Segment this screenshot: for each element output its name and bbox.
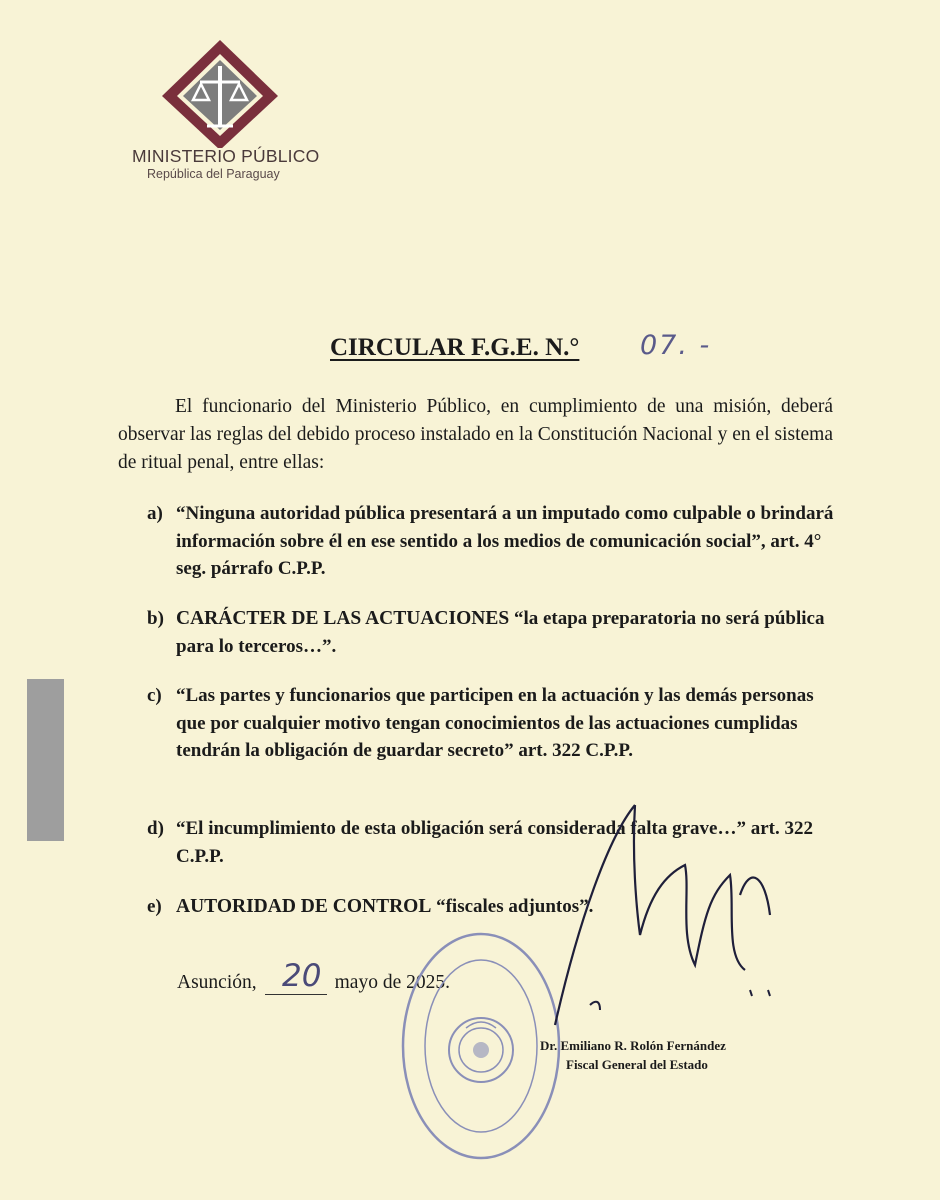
list-item-text: “fiscales adjuntos”. <box>436 896 594 917</box>
list-item-text: “Ninguna autoridad pública presentará a un imputado como culpable o brindará información sobre él en ese sentido a los medios de comunicación social”, art. 4° seg. párrafo C.P.P. <box>176 503 834 579</box>
handwritten-circular-number: 07. - <box>640 330 712 361</box>
list-item-label: e) <box>147 896 162 917</box>
list-item-text: “El incumplimiento de esta obligación será considerada falta grave…” art. 322 C.P.P. <box>176 818 813 867</box>
list-item-text: “la etapa preparatoria no será pública para lo terceros…”. <box>176 608 825 657</box>
signatory-name: Dr. Emiliano R. Rolón Fernández <box>540 1038 726 1053</box>
org-subtitle: República del Paraguay <box>147 167 280 181</box>
list-item-label: a) <box>147 503 163 524</box>
list-item-a <box>147 500 847 583</box>
date-rest: mayo de 2025. <box>334 972 450 993</box>
list-item-b <box>147 605 847 660</box>
list-item-c <box>147 682 847 765</box>
scales-of-justice-logo <box>155 38 285 148</box>
handwritten-day: 20 <box>282 958 322 994</box>
org-name: MINISTERIO PÚBLICO <box>132 146 320 166</box>
list-item-caps: CARÁCTER DE LAS ACTUACIONES <box>176 608 510 629</box>
intro-paragraph: El funcionario del Ministerio Público, en cumplimiento de una misión, deberá observar las reglas del debido proceso instalado en la Constitución Nacional y en el sistema de ritual penal, entre ellas: <box>118 396 833 473</box>
signatory-title: Fiscal General del Estado <box>566 1057 708 1072</box>
circular-title: CIRCULAR F.G.E. N.° <box>330 334 580 361</box>
handwritten-signature <box>540 795 790 1045</box>
circular-title-wrap <box>330 334 579 362</box>
scan-edge-marker <box>27 679 64 841</box>
date-city: Asunción, <box>177 972 257 993</box>
list-item-text: “Las partes y funcionarios que participen en la actuación y las demás personas que por cualquier motivo tengan conocimientos de las actuaciones cumplidas tendrán la obligación de guardar secreto” art. 322 C.P.P. <box>176 685 814 761</box>
list-item-label: d) <box>147 818 164 839</box>
list-item-label: b) <box>147 608 164 629</box>
list-item-caps: AUTORIDAD DE CONTROL <box>176 896 432 917</box>
list-item-label: c) <box>147 685 162 706</box>
